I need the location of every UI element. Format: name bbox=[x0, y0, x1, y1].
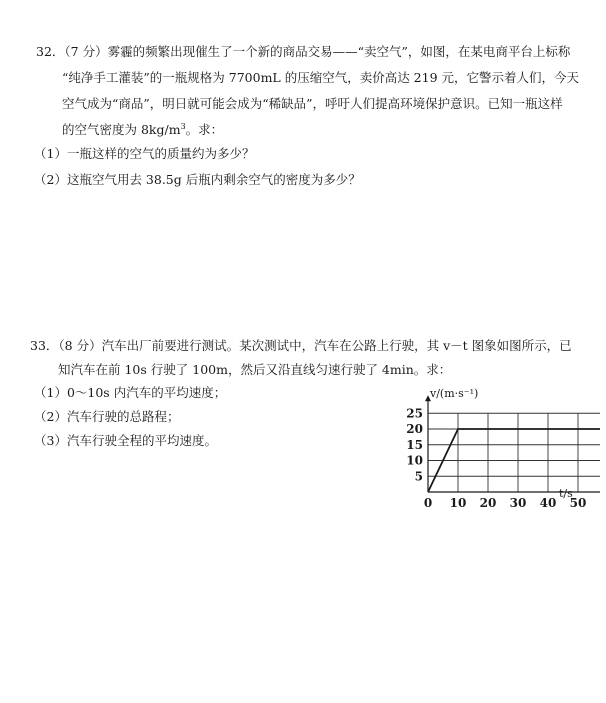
x-tick-label: 30 bbox=[509, 496, 527, 510]
x-tick-label: 50 bbox=[569, 496, 587, 510]
q33-text-1: 汽车出厂前要进行测试。某次测试中，汽车在公路上行驶，其 v－t 图象如图所示，已 bbox=[101, 338, 572, 353]
q32-text-1: 雾霾的频繁出现催生了一个新的商品交易——“卖空气”，如图，在某电商平台上标称 bbox=[107, 44, 571, 59]
q32-line-3: 空气成为“商品”，明日就可能会成为“稀缺品”，呼吁人们提高环境保护意识。已知一瓶这样 bbox=[62, 96, 563, 111]
q33-score: （8 分） bbox=[58, 338, 102, 353]
q33-number: 33． bbox=[30, 338, 59, 353]
q32-density-exponent: 3 bbox=[180, 121, 186, 131]
q32-line-2: “纯净手工灌装”的一瓶规格为 7700mL 的压缩空气，卖价高达 219 元，它警示着人们，今天 bbox=[62, 70, 579, 85]
x-tick-label: 10 bbox=[449, 496, 467, 510]
q32-density-text: 的空气密度为 8kg/m bbox=[62, 122, 181, 137]
chart-grid bbox=[428, 413, 600, 492]
q32-subquestion-1: （1）一瓶这样的空气的质量约为多少？ bbox=[34, 146, 255, 161]
q33-subquestion-2: （2）汽车行驶的总路程； bbox=[34, 409, 180, 424]
y-tick-label: 20 bbox=[406, 422, 423, 436]
y-tick-label: 10 bbox=[406, 453, 423, 468]
q32-number: 32． bbox=[36, 44, 65, 59]
q33-line-2: 知汽车在前 10s 行驶了 100m，然后又沿直线匀速行驶了 4min。求： bbox=[58, 362, 452, 377]
q32-line-4 bbox=[62, 122, 223, 138]
q33-subquestion-3: （3）汽车行驶全程的平均速度。 bbox=[34, 433, 217, 448]
q32-line-4-end: 。求： bbox=[185, 122, 224, 137]
x-tick-label: 40 bbox=[539, 496, 557, 510]
q33-subquestion-1: （1）0～10s 内汽车的平均速度； bbox=[34, 385, 227, 400]
x-axis-title: t/s bbox=[559, 487, 573, 500]
y-tick-label: 15 bbox=[406, 437, 423, 452]
y-tick-label: 5 bbox=[414, 469, 423, 484]
q32-line-1 bbox=[36, 44, 570, 60]
q32-score: （7 分） bbox=[64, 44, 108, 59]
y-axis-title: v/(m·s⁻¹) bbox=[430, 387, 479, 400]
q33-line-1 bbox=[30, 338, 572, 354]
velocity-time-chart bbox=[360, 378, 600, 513]
y-tick-label: 25 bbox=[406, 406, 423, 421]
x-tick-label: 20 bbox=[479, 496, 497, 510]
x-tick-label: 0 bbox=[423, 496, 433, 510]
q32-subquestion-2: （2）这瓶空气用去 38.5g 后瓶内剩余空气的密度为多少？ bbox=[34, 172, 361, 187]
